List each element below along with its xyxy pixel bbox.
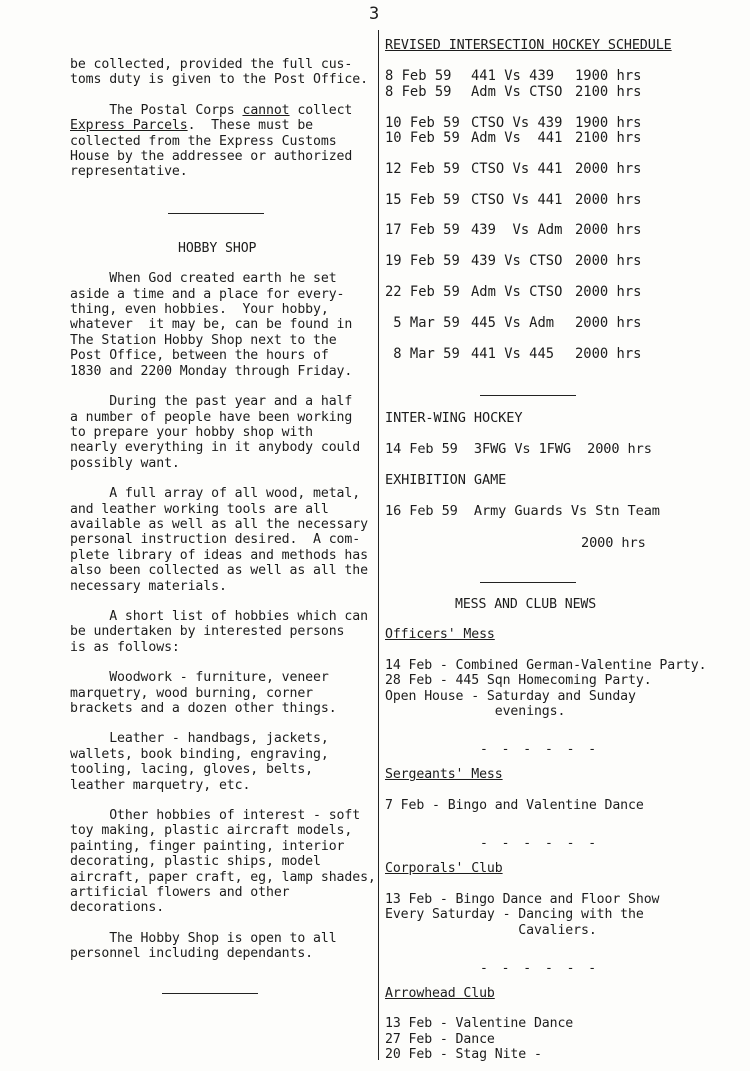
- schedule-row: [385, 162, 745, 177]
- schedule-match: 441 Vs 445: [471, 345, 555, 362]
- schedule-time: 2000 hrs: [575, 160, 642, 177]
- schedule-match: Adm Vs CTSO: [471, 83, 563, 100]
- schedule-match: 441 Vs 439: [471, 68, 555, 85]
- schedule-time: 2000 hrs: [575, 345, 642, 362]
- schedule-match: Adm Vs CTSO: [471, 284, 563, 300]
- interwing-title: INTER-WING HOCKEY: [385, 410, 523, 426]
- section-rule: [162, 993, 258, 994]
- arrowhead-club-events: 13 Feb - Valentine Dance 27 Feb - Dance 20 Feb - Stag Nite -: [385, 1016, 574, 1063]
- schedule-date: 10 Feb 59: [385, 114, 460, 131]
- dash-separator: - - - - - -: [480, 960, 600, 976]
- schedule-row: [385, 254, 745, 269]
- schedule-date: 12 Feb 59: [385, 160, 460, 177]
- schedule-row: [385, 131, 745, 146]
- schedule-match: 445 Vs Adm: [471, 314, 555, 331]
- schedule-row: [385, 116, 745, 131]
- officers-mess-title: Officers' Mess: [385, 627, 495, 643]
- right-column: [385, 38, 745, 1063]
- schedule-date: 15 Feb 59: [385, 191, 460, 208]
- schedule-row: [385, 193, 745, 208]
- text-run: The Postal Corps: [70, 102, 243, 118]
- dash-separator: - - - - - -: [480, 742, 600, 758]
- hobby-paragraph-1: When God created earth he set aside a time and a place for every- thing, even hobbies. Your hobby, whatever it may be, can be found in The Station Hobby Shop next to the Post Office, between the hours of 1830 and 2200 Monday through Friday.: [70, 271, 353, 379]
- schedule-match: Adm Vs 441: [471, 130, 563, 147]
- hockey-schedule: [385, 69, 745, 362]
- postal-paragraph-1: be collected, provided the full cus- toms duty is given to the Post Office.: [70, 57, 368, 88]
- schedule-time: 2000 hrs: [575, 222, 642, 239]
- exhibition-game: 16 Feb 59 Army Guards Vs Stn Team: [385, 503, 660, 520]
- schedule-row: [385, 69, 745, 84]
- schedule-match: 439 Vs CTSO: [471, 253, 563, 270]
- schedule-time: 2000 hrs: [575, 284, 642, 300]
- text-run: . These must be collected from the Express Customs House by the addressee or authorized representative.: [70, 118, 353, 180]
- section-rule: [480, 582, 576, 583]
- schedule-match: CTSO Vs 439: [471, 114, 563, 131]
- arrowhead-club-title: Arrowhead Club: [385, 985, 495, 1001]
- exhibition-time: 2000 hrs: [581, 534, 646, 551]
- schedule-row: [385, 85, 745, 100]
- hobby-paragraph-4: A short list of hobbies which can be undertaken by interested persons is as follows:: [70, 608, 368, 655]
- section-rule: [168, 213, 264, 214]
- schedule-row: [385, 285, 745, 300]
- schedule-date: 8 Mar 59: [385, 345, 460, 362]
- hobby-shop-title: HOBBY SHOP: [178, 240, 257, 256]
- schedule-date: 5 Mar 59: [385, 314, 460, 331]
- schedule-date: 17 Feb 59: [385, 222, 460, 239]
- leather-paragraph: Leather - handbags, jackets, wallets, book binding, engraving, tooling, lacing, gloves, belts, leather marquetry, etc.: [70, 731, 329, 793]
- other-hobbies-paragraph: Other hobbies of interest - soft toy making, plastic aircraft models, painting, finger painting, interior decorating, plastic ships, model aircraft, paper craft, eg, lamp shades, artificial flowers and other decorations.: [70, 808, 376, 916]
- schedule-time: 1900 hrs: [575, 68, 642, 85]
- section-rule: [480, 395, 576, 396]
- interwing-game: 14 Feb 59 3FWG Vs 1FWG 2000 hrs: [385, 441, 652, 458]
- woodwork-paragraph: Woodwork - furniture, veneer marquetry, wood burning, corner brackets and a dozen other things.: [70, 670, 337, 716]
- schedule-date: 22 Feb 59: [385, 284, 460, 300]
- schedule-row: [385, 347, 745, 362]
- left-column: [70, 57, 376, 994]
- page-number: 3: [369, 4, 380, 24]
- schedule-row: [385, 316, 745, 331]
- schedule-match: CTSO Vs 441: [471, 160, 563, 177]
- schedule-match: 439 Vs Adm: [471, 222, 563, 239]
- schedule-time: 2000 hrs: [575, 253, 642, 270]
- schedule-date: 8 Feb 59: [385, 68, 452, 85]
- hobby-shop-open-paragraph: The Hobby Shop is open to all personnel including dependants.: [70, 930, 337, 962]
- schedule-time: 2000 hrs: [575, 314, 642, 331]
- exhibition-title: EXHIBITION GAME: [385, 471, 507, 488]
- schedule-date: 8 Feb 59: [385, 83, 452, 100]
- postal-paragraph-2: [70, 103, 376, 180]
- corporals-club-events: 13 Feb - Bingo Dance and Floor Show Every Saturday - Dancing with the Cavaliers.: [385, 891, 660, 938]
- schedule-date: 19 Feb 59: [385, 253, 460, 270]
- corporals-club-title: Corporals' Club: [385, 861, 503, 877]
- schedule-match: CTSO Vs 441: [471, 191, 563, 208]
- sergeants-mess-events: 7 Feb - Bingo and Valentine Dance: [385, 797, 644, 813]
- schedule-time: 2000 hrs: [575, 191, 642, 208]
- hobby-paragraph-3: A full array of all wood, metal, and leather working tools are all available as well as all the necessary personal instruction desired. A com- plete library of ideas and methods has also been collected as well as all the necessary materials.: [70, 486, 368, 594]
- schedule-time: 2100 hrs: [575, 83, 642, 100]
- schedule-time: 1900 hrs: [575, 114, 642, 131]
- underlined-cannot: cannot: [242, 102, 290, 118]
- schedule-row: [385, 223, 745, 238]
- mess-club-news-title: MESS AND CLUB NEWS: [455, 597, 597, 613]
- schedule-date: 10 Feb 59: [385, 130, 460, 147]
- hobby-paragraph-2: During the past year and a half a number of people have been working to prepare your hobby shop with nearly everything in it anybody could possibly want.: [70, 394, 361, 471]
- column-divider: [378, 30, 379, 1060]
- underlined-express-parcels: Express Parcels: [70, 118, 188, 134]
- hockey-schedule-title: REVISED INTERSECTION HOCKEY SCHEDULE: [385, 38, 672, 53]
- sergeants-mess-title: Sergeants' Mess: [385, 767, 503, 783]
- dash-separator: - - - - - -: [480, 836, 600, 852]
- officers-mess-events: 14 Feb - Combined German-Valentine Party. 28 Feb - 445 Sqn Homecoming Party. Open House - Saturday and Sunday evenings.: [385, 657, 707, 720]
- schedule-time: 2100 hrs: [575, 130, 642, 147]
- text-run: collect: [297, 102, 353, 118]
